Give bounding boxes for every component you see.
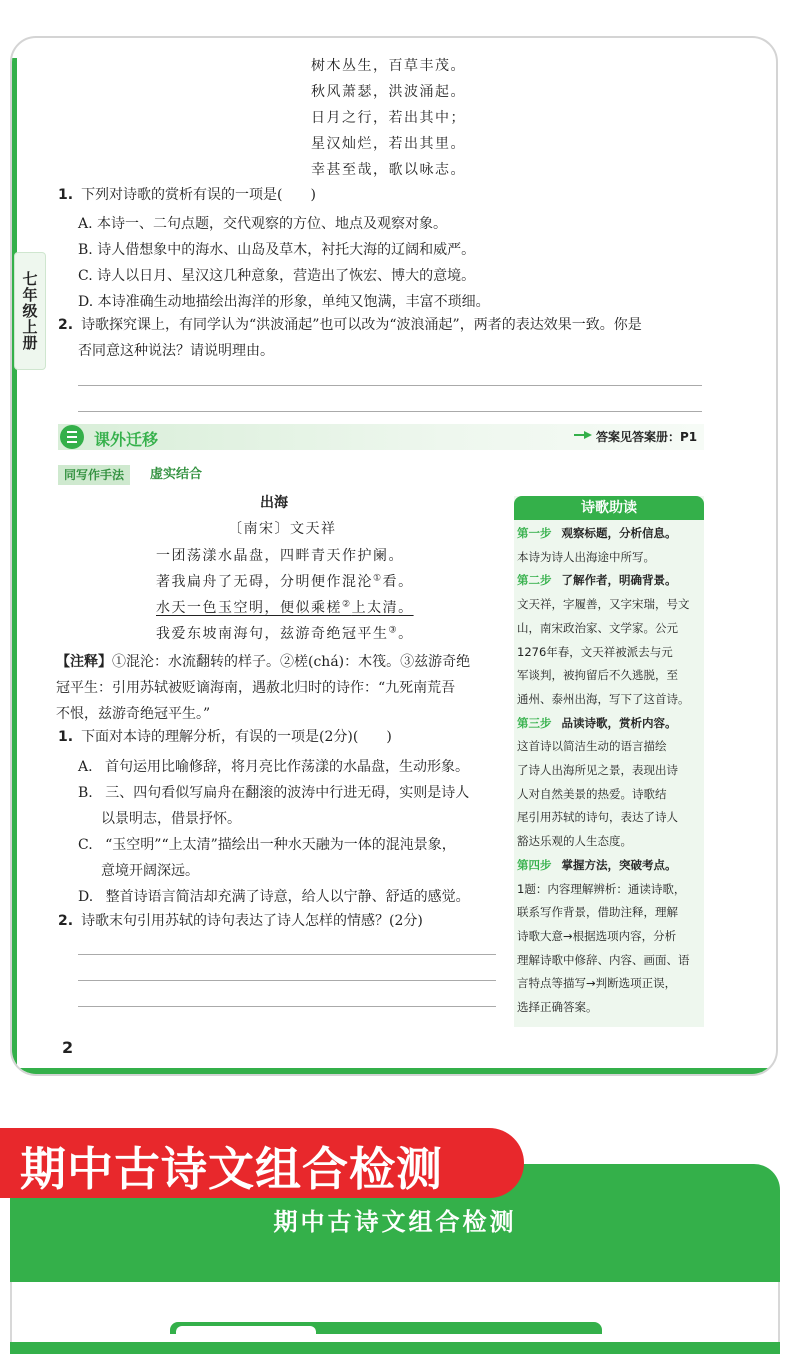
guide-text-line: 军谈判，被拘留后不久逃脱，至 — [517, 668, 678, 683]
guide-step-heading: 第三步 品读诗歌，赏析内容。 — [517, 715, 677, 730]
guide-text-line: 1276年春，文天祥被派去与元 — [517, 644, 673, 659]
option-a: A. 本诗一、二句点题，交代观察的方位、地点及观察对象。 — [78, 216, 448, 232]
technique-text: 虚实结合 — [150, 467, 203, 482]
option-d: D. 本诗准确生动地描绘出海洋的形象，单纯又饱满，丰富不琐细。 — [78, 294, 490, 310]
question-number: 1. — [58, 187, 74, 203]
ribbon-title: 期中古诗文组合检测 — [20, 1142, 443, 1196]
poem1-line: 秋风萧瑟，洪波涌起。 — [311, 84, 466, 100]
poem1-line: 幸甚至哉，歌以咏志。 — [311, 162, 466, 178]
option-b: B. 诗人借想象中的海水、山岛及草木，衬托大海的辽阔和威严。 — [78, 242, 476, 258]
notes-line: 冠平生：引用苏轼被贬谪海南，遇赦北归时的诗作：“九死南荒吾 — [56, 680, 456, 696]
poem-title: 出海 — [260, 495, 288, 511]
question-text: 下列对诗歌的赏析有误的一项是( ) — [81, 187, 316, 203]
question-1 — [58, 182, 316, 208]
guide-text-line: 本诗为诗人出海途中所写。 — [517, 549, 655, 564]
answer-line[interactable] — [78, 980, 496, 981]
guide-text-line: 通州、泰州出海，写下了这首诗。 — [517, 691, 690, 706]
question-number: 2. — [58, 913, 74, 929]
option-c: C. 诗人以日月、星汉这几种意象，营造出了恢宏、博大的意境。 — [78, 268, 476, 284]
option-c: C. “玉空明”“上太清”描绘出一种水天融为一体的混沌景象， — [78, 837, 456, 853]
guide-title: 诗歌助读 — [514, 496, 704, 520]
guide-text-line: 文天祥，字履善，又字宋瑞，号文 — [517, 597, 690, 612]
guide-text-line: 诗歌大意→根据选项内容，分析 — [517, 928, 677, 943]
poem2-line: 我爱东坡南海句，兹游奇绝冠平生③。 — [156, 625, 414, 642]
page-number: 2 — [62, 1038, 74, 1057]
question-text: 诗歌末句引用苏轼的诗句表达了诗人怎样的情感？(2分) — [81, 913, 423, 929]
option-d: D. 整首诗语言简洁却充满了诗意，给人以宁静、舒适的感觉。 — [78, 889, 470, 905]
guide-text-line: 言特点等描写→判断选项正误， — [517, 976, 677, 991]
inner-tab-white — [176, 1326, 316, 1336]
poem1-line: 日月之行，若出其中； — [311, 110, 466, 126]
question-number: 1. — [58, 729, 74, 745]
answer-reference: 答案见答案册：P1 — [596, 430, 698, 444]
question-2-cont: 否同意这种说法？请说明理由。 — [78, 343, 274, 359]
question-text: 诗歌探究课上，有同学认为“洪波涌起”也可以改为“波浪涌起”，两者的表达效果一致。你是 — [81, 317, 642, 333]
footnote-marker: ② — [342, 599, 352, 610]
option-b: B. 三、四句看似写扁舟在翻滚的波涛中行进无碍，实则是诗人 — [78, 785, 470, 801]
page-bottom-strip — [12, 1068, 776, 1074]
guide-text-line: 了诗人出海所见之景，表现出诗 — [517, 763, 678, 778]
answer-line[interactable] — [78, 1006, 496, 1007]
poem2-line: 一团荡漾水晶盘，四畔青天作护阑。 — [156, 548, 404, 564]
question-text: 下面对本诗的理解分析，有误的一项是(2分)( ) — [81, 729, 392, 745]
poem2-line: 著我扁舟了无碍，分明便作混沦①看。 — [156, 573, 414, 590]
guide-text-line: 1题：内容理解辨析：通读诗歌， — [517, 881, 686, 896]
footnote-marker: ③ — [388, 625, 399, 636]
notes-line: 【注释】①混沦：水流翻转的样子。②槎(chá)：木筏。③兹游奇绝 — [56, 654, 471, 670]
poem1-line: 树木丛生，百草丰茂。 — [311, 58, 466, 74]
answer-line[interactable] — [78, 954, 496, 955]
guide-text-line: 理解诗歌中修辞、内容、画面、语 — [517, 952, 690, 967]
footnote-marker: ① — [373, 573, 383, 584]
option-a: A. 首句运用比喻修辞，将月亮比作荡漾的水晶盘，生动形象。 — [78, 759, 470, 775]
guide-body — [514, 520, 704, 1020]
technique-tag: 同写作手法 — [58, 465, 130, 485]
poem-author: 〔南宋〕文天祥 — [228, 521, 337, 537]
grade-tab: 七年级上册 — [14, 252, 46, 370]
poem2-line: 水天一色玉空明，便似乘槎②上太清。 — [156, 599, 414, 616]
guide-text-line: 豁达乐观的人生态度。 — [517, 834, 632, 849]
notes-line: 不恨，兹游奇绝冠平生。” — [56, 706, 211, 722]
page-left-strip — [12, 58, 17, 1074]
guide-step-heading: 第一步 观察标题，分析信息。 — [517, 526, 677, 540]
guide-step-heading: 第四步 掌握方法，突破考点。 — [517, 857, 677, 872]
question-4 — [58, 908, 423, 934]
question-2 — [58, 312, 642, 338]
section-title: 课外迁移 — [94, 430, 159, 449]
guide-text-line: 尾引用苏轼的诗句，表达了诗人 — [517, 810, 678, 825]
guide-text-line: 选择正确答案。 — [517, 1000, 598, 1015]
answer-line[interactable] — [78, 411, 702, 412]
question-number: 2. — [58, 317, 74, 333]
guide-text-line: 山，南宋政治家、文学家。公元 — [517, 620, 678, 635]
question-3 — [58, 724, 392, 750]
banner-subtitle: 期中古诗文组合检测 — [273, 1208, 517, 1236]
guide-step-heading: 第二步 了解作者，明确背景。 — [517, 573, 677, 588]
guide-text-line: 人对自然美景的热爱。诗歌结 — [517, 786, 667, 801]
option-c-cont: 意境开阔深远。 — [101, 863, 199, 879]
notes-label: 【注释】 — [56, 654, 112, 670]
poem1-line: 星汉灿烂，若出其里。 — [311, 136, 466, 152]
guide-text-line: 联系写作背景，借助注释，理解 — [517, 905, 678, 920]
option-b-cont: 以景明志，借景抒怀。 — [101, 811, 241, 827]
answer-line[interactable] — [78, 385, 702, 386]
poem-reading-guide — [514, 496, 704, 1027]
guide-text-line: 这首诗以简洁生动的语言描绘 — [517, 739, 667, 754]
pointing-hand-icon — [574, 430, 592, 440]
book-icon — [60, 425, 84, 449]
